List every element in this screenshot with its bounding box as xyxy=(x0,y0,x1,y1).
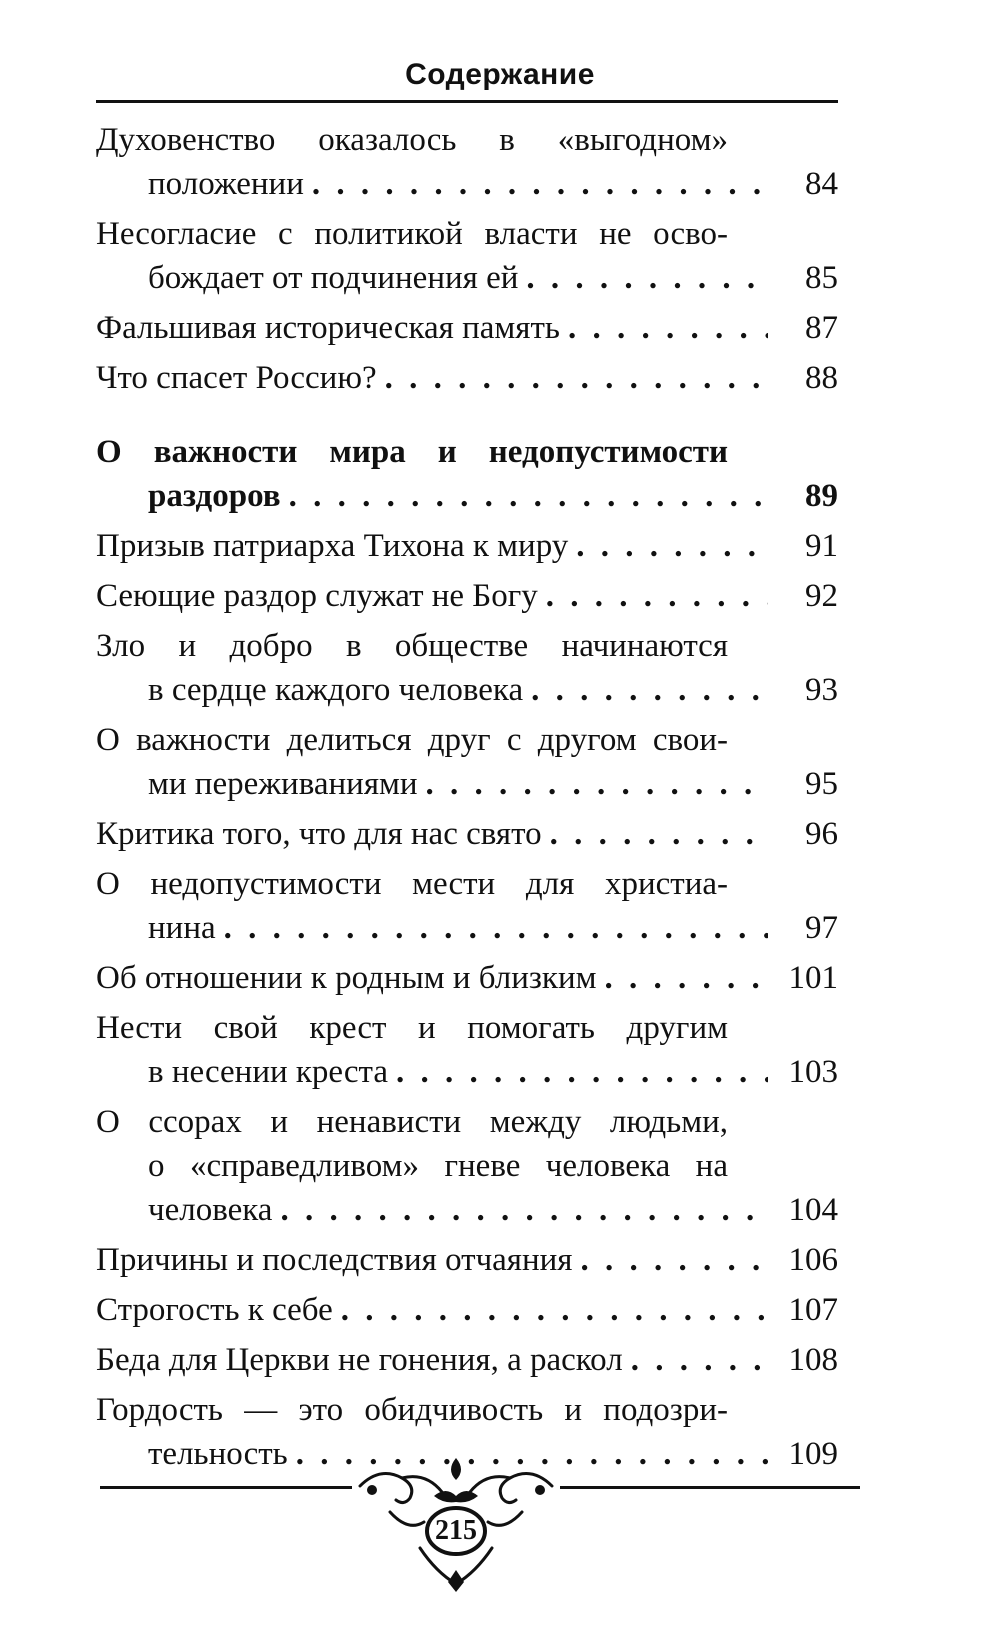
toc-entry-line: О ссорах и ненависти между людьми, xyxy=(96,1104,728,1140)
toc-entry-title: положении xyxy=(148,166,304,202)
toc-entry-title: человека xyxy=(148,1192,273,1228)
toc-entry[interactable] xyxy=(96,212,838,300)
footer-rule-right xyxy=(560,1486,860,1489)
dot-leader xyxy=(312,162,768,206)
toc-entry-line: О недопустимости мести для христиа- xyxy=(96,866,728,902)
dot-leader xyxy=(426,762,768,806)
toc-entry-line: Несогласие с политикой власти не осво- xyxy=(96,216,728,252)
toc-entry-line: Нести свой крест и помогать другим xyxy=(96,1010,728,1046)
toc-entry-line: Духовенство оказалось в «выгодном» xyxy=(96,122,728,158)
dot-leader xyxy=(385,356,768,400)
toc-entry[interactable] xyxy=(96,624,838,712)
dot-leader xyxy=(396,1050,768,1094)
toc-entry-title: Что спасет Россию? xyxy=(96,360,377,396)
toc-page-number: 96 xyxy=(805,816,838,852)
toc-page-number: 97 xyxy=(805,910,838,946)
dot-leader xyxy=(546,574,768,618)
toc-section-heading[interactable] xyxy=(96,430,838,518)
toc-entry[interactable] xyxy=(96,1238,838,1282)
toc-page-number: 87 xyxy=(805,310,838,346)
toc-entry-line: О важности мира и недопустимости xyxy=(96,434,728,470)
toc-entry-line: О важности делиться друг с другом свои- xyxy=(96,722,728,758)
running-head: Содержание xyxy=(405,58,595,91)
toc-entry-title: Причины и последствия отчаяния xyxy=(96,1242,573,1278)
toc-page-number: 92 xyxy=(805,578,838,614)
toc-entry-title: тельность xyxy=(148,1436,288,1472)
toc-entry-title: нина xyxy=(148,910,216,946)
toc-entry[interactable] xyxy=(96,1100,838,1232)
toc-entry[interactable] xyxy=(96,718,838,806)
toc-entry-title: Строгость к себе xyxy=(96,1292,333,1328)
toc-page-number: 109 xyxy=(788,1436,838,1472)
toc-page-number: 84 xyxy=(805,166,838,202)
toc-entry-line: Зло и добро в обществе начинаются xyxy=(96,628,728,664)
toc-page-number: 104 xyxy=(788,1192,838,1228)
toc-page-number: 103 xyxy=(788,1054,838,1090)
toc-entry-title: ми переживаниями xyxy=(148,766,418,802)
toc-entry[interactable] xyxy=(96,356,838,400)
dot-leader xyxy=(576,524,768,568)
dot-leader xyxy=(568,306,768,350)
dot-leader xyxy=(526,256,768,300)
dot-leader xyxy=(605,956,768,1000)
dot-leader xyxy=(341,1288,768,1332)
toc-entry-title: Призыв патриарха Тихона к миру xyxy=(96,528,569,564)
table-of-contents xyxy=(96,118,838,1482)
toc-entry-line: Гордость — это обидчивость и подозри- xyxy=(96,1392,728,1428)
dot-leader xyxy=(289,474,768,518)
toc-entry-title: Об отношении к родным и близким xyxy=(96,960,597,996)
toc-entry[interactable] xyxy=(96,862,838,950)
toc-entry-title: раздоров xyxy=(148,478,281,514)
toc-entry[interactable] xyxy=(96,1338,838,1382)
toc-entry[interactable] xyxy=(96,306,838,350)
toc-page-number: 108 xyxy=(788,1342,838,1378)
dot-leader xyxy=(280,1188,768,1232)
header-rule xyxy=(96,100,838,103)
toc-page-number: 95 xyxy=(805,766,838,802)
toc-entry-line: о «справедливом» гневе человека на xyxy=(148,1148,728,1184)
toc-entry[interactable] xyxy=(96,1006,838,1094)
toc-page-number: 107 xyxy=(788,1292,838,1328)
dot-leader xyxy=(531,668,768,712)
dot-leader xyxy=(550,812,768,856)
dot-leader xyxy=(581,1238,769,1282)
toc-page-number: 91 xyxy=(805,528,838,564)
toc-entry-title: бождает от подчинения ей xyxy=(148,260,519,296)
toc-entry-title: в несении креста xyxy=(148,1054,389,1090)
toc-page-number: 101 xyxy=(788,960,838,996)
toc-page-number: 89 xyxy=(805,478,838,514)
toc-entry[interactable] xyxy=(96,956,838,1000)
toc-page-number: 88 xyxy=(805,360,838,396)
toc-entry-title: Беда для Церкви не гонения, а раскол xyxy=(96,1342,623,1378)
dot-leader xyxy=(224,906,768,950)
toc-entry-title: в сердце каждого человека xyxy=(148,672,524,708)
toc-entry-title: Критика того, что для нас свято xyxy=(96,816,542,852)
toc-entry[interactable] xyxy=(96,812,838,856)
toc-entry-title: Сеющие раздор служат не Богу xyxy=(96,578,538,614)
page-number: 215 xyxy=(435,1515,477,1546)
toc-entry[interactable] xyxy=(96,1288,838,1332)
toc-page-number: 106 xyxy=(788,1242,838,1278)
footer-rule-left xyxy=(100,1486,352,1489)
toc-entry-title: Фальшивая историческая память xyxy=(96,310,560,346)
toc-entry[interactable] xyxy=(96,574,838,618)
dot-leader xyxy=(631,1338,768,1382)
toc-page-number: 93 xyxy=(805,672,838,708)
toc-entry[interactable] xyxy=(96,524,838,568)
toc-page-number: 85 xyxy=(805,260,838,296)
toc-entry[interactable] xyxy=(96,118,838,206)
